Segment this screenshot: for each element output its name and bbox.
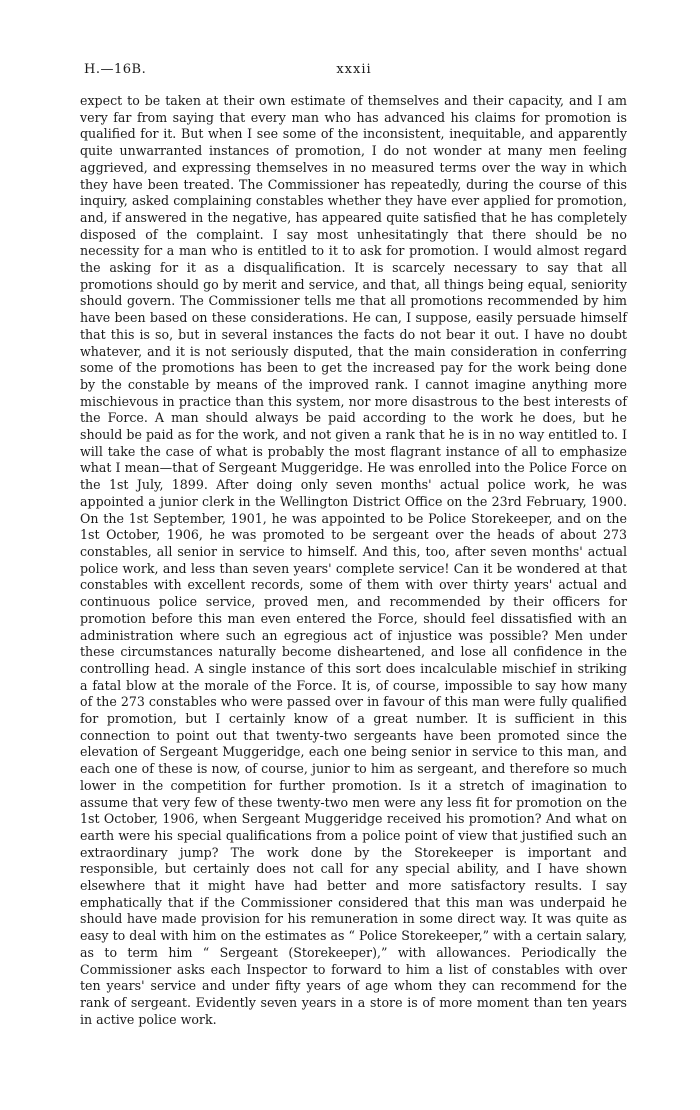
page-header [84, 62, 624, 82]
document-reference: H.—16B. [84, 62, 147, 77]
page-number: xxxii [336, 62, 372, 77]
body-paragraph: expect to be taken at their own estimate of themselves and their capacity, and I am very far from saying that every man who has advanced his claims for promotion is qualified for it. But when I see some of the inconsistent, inequitable, and apparently quite unwarranted instances of promotion, I do not wonder at many men feeling aggrieved, and expressing themselves in no measured terms over the way in which they have been treated. The Commissioner has repeatedly, during the course of this inquiry, asked complaining constables whether they have ever applied for promotion, and, if answered in the negative, has appeared quite satisfied that he has completely disposed of the complaint. I say most unhesitatingly that there should be no necessity for a man who is entitled to it to ask for promotion. I would almost regard the asking for it as a disqualification. It is scarcely necessary to say that all promotions should go by merit and service, and that, all things being equal, seniority should govern. The Commissioner tells me that all promotions recommended by him have been based on these considerations. He can, I suppose, easily persuade himself that this is so, but in several instances the facts do not bear it out. I have no doubt whatever, and it is not seriously disputed, that the main consideration in conferring some of the promotions has been to get the increased pay for the work being done by the constable by means of the improved rank. I cannot imagine anything more mischievous in practice than this system, nor more disastrous to the best interests of the Force. A man should always be paid according to the work he does, but he should be paid as for the work, and not given a rank that he is in no way entitled to. I will take the case of what is probably the most flagrant instance of all to emphasize what I mean—that of Sergeant Muggeridge. He was enrolled into the Police Force on the 1st July, 1899. After doing only seven months' actual police work, he was appointed a junior clerk in the Wellington District Office on the 23rd February, 1900. On the 1st September, 1901, he was appointed to be Police Storekeeper, and on the 1st October, 1906, he was promoted to be sergeant over the heads of about 273 constables, all senior in service to himself. And this, too, after seven months' actual police work, and less than seven years' complete service! Can it be wondered at that constables with excellent records, some of them with over thirty years' actual and continuous police service, proved men, and recommended by their officers for promotion before this man even entered the Force, should feel dissatisfied with an administration where such an egregious act of injustice was possible? Men under these circumstances naturally become disheartened, and lose all confidence in the controlling head. A single instance of this sort does incalculable mischief in striking a fatal blow at the morale of the Force. It is, of course, impossible to say how many of the 273 constables who were passed over in favour of this man were fully qualified for promotion, but I certainly know of a great number. It is sufficient in this connection to point out that twenty-two sergeants have been promoted since the elevation of Sergeant Muggeridge, each one being senior in service to this man, and each one of these is now, of course, junior to him as sergeant, and therefore so much lower in the competition for further promotion. Is it a stretch of imagination to assume that very few of these twenty-two men were any less fit for promotion on the 1st October, 1906, when Sergeant Muggeridge received his promotion? And what on earth were his special qualifications from a police point of view that justified such an extraordinary jump? The work done by the Storekeeper is important and responsible, but certainly does not call for any special ability, and I have shown elsewhere that it might have had better and more satisfactory results. I say emphatically that if the Commissioner considered that this man was underpaid he should have made provision for his remuneration in some direct way. It was quite as easy to deal with him on the estimates as “ Police Storekeeper,” with a certain salary, as to term him “ Sergeant (Storekeeper),” with allowances. Periodically the Commissioner asks each Inspector to forward to him a list of constables with over ten years' service and under fifty years of age whom they can recommend for the rank of sergeant. Evidently seven years in a store is of more moment than ten years in active police work. [80, 93, 627, 1027]
